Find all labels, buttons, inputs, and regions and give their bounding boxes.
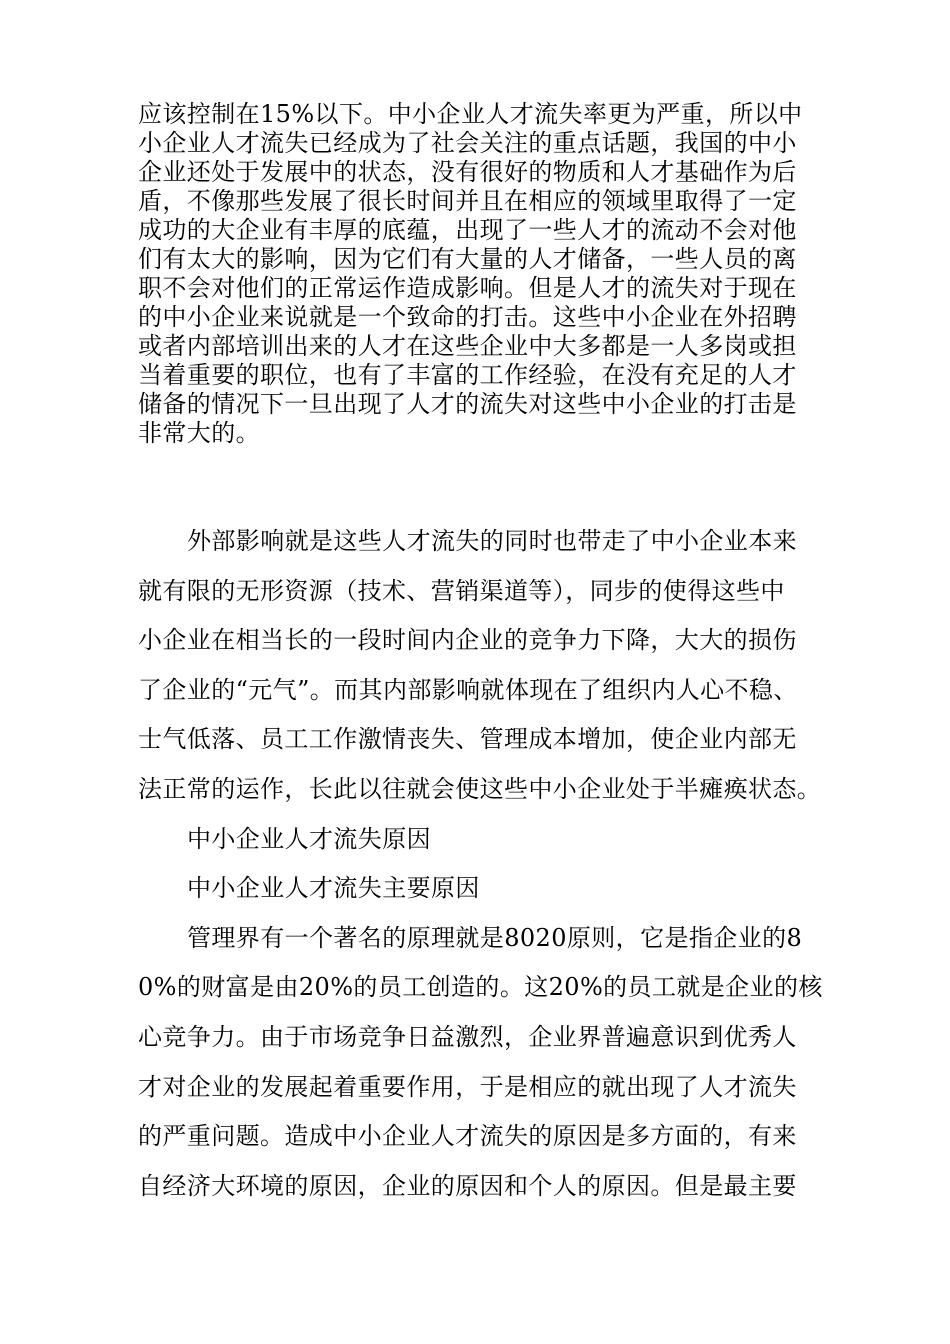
text-line: 小企业人才流失已经成为了社会关注的重点话题，我国的中小 [138, 129, 797, 157]
text-line: 盾，不像那些发展了很长时间并且在相应的领域里取得了一定 [138, 187, 797, 215]
text-line: 职不会对他们的正常运作造成影响。但是人才的流失对于现在 [138, 274, 797, 302]
paragraph-external-internal-impact [138, 517, 838, 815]
body-section [138, 517, 838, 1211]
text-line: 非常大的。 [138, 419, 260, 447]
text-line: 就有限的无形资源（技术、营销渠道等），同步的使得这些中 [138, 576, 785, 605]
paragraph-talent-loss-impact [138, 100, 838, 448]
text-line: 的中小企业来说就是一个致命的打击。这些中小企业在外招聘 [138, 303, 797, 331]
section-heading: 中小企业人才流失原因 [187, 824, 431, 853]
text-line: 的严重问题。造成中小企业人才流失的原因是多方面的，有来 [138, 1122, 797, 1151]
text-line: 小企业在相当长的一段时间内企业的竞争力下降，大大的损伤 [138, 626, 797, 655]
text-line: 储备的情况下一旦出现了人才的流失对这些中小企业的打击是 [138, 390, 797, 418]
text-line: 自经济大环境的原因，企业的原因和个人的原因。但是最主要 [138, 1171, 797, 1200]
subsection-heading: 中小企业人才流失主要原因 [187, 874, 480, 903]
paragraph-8020-principle [138, 914, 838, 1212]
text-line: 们有太大的影响，因为它们有大量的人才储备，一些人员的离 [138, 245, 797, 273]
text-line: 0%的财富是由20%的员工创造的。这20%的员工就是企业的核 [138, 973, 823, 1002]
text-line: 企业还处于发展中的状态，没有很好的物质和人才基础作为后 [138, 158, 797, 186]
text-line: 成功的大企业有丰厚的底蕴，出现了一些人才的流动不会对他 [138, 216, 797, 244]
text-line: 士气低落、员工工作激情丧失、管理成本增加，使企业内部无 [138, 725, 797, 754]
text-line: 法正常的运作，长此以往就会使这些中小企业处于半瘫痪状态。 [138, 774, 822, 803]
text-line: 心竞争力。由于市场竞争日益激烈，企业界普遍意识到优秀人 [138, 1022, 797, 1051]
text-line: 应该控制在15%以下。中小企业人才流失率更为严重，所以中 [138, 100, 803, 128]
text-line: 当着重要的职位，也有了丰富的工作经验，在没有充足的人才 [138, 361, 797, 389]
text-line: 管理界有一个著名的原理就是8020原则，它是指企业的8 [187, 923, 803, 952]
text-line: 了企业的“元气”。而其内部影响就体现在了组织内人心不稳、 [138, 675, 798, 704]
text-line: 外部影响就是这些人才流失的同时也带走了中小企业本来 [187, 527, 797, 555]
text-line: 或者内部培训出来的人才在这些企业中大多都是一人多岗或担 [138, 332, 797, 360]
text-line: 才对企业的发展起着重要作用，于是相应的就出现了人才流失 [138, 1072, 797, 1101]
